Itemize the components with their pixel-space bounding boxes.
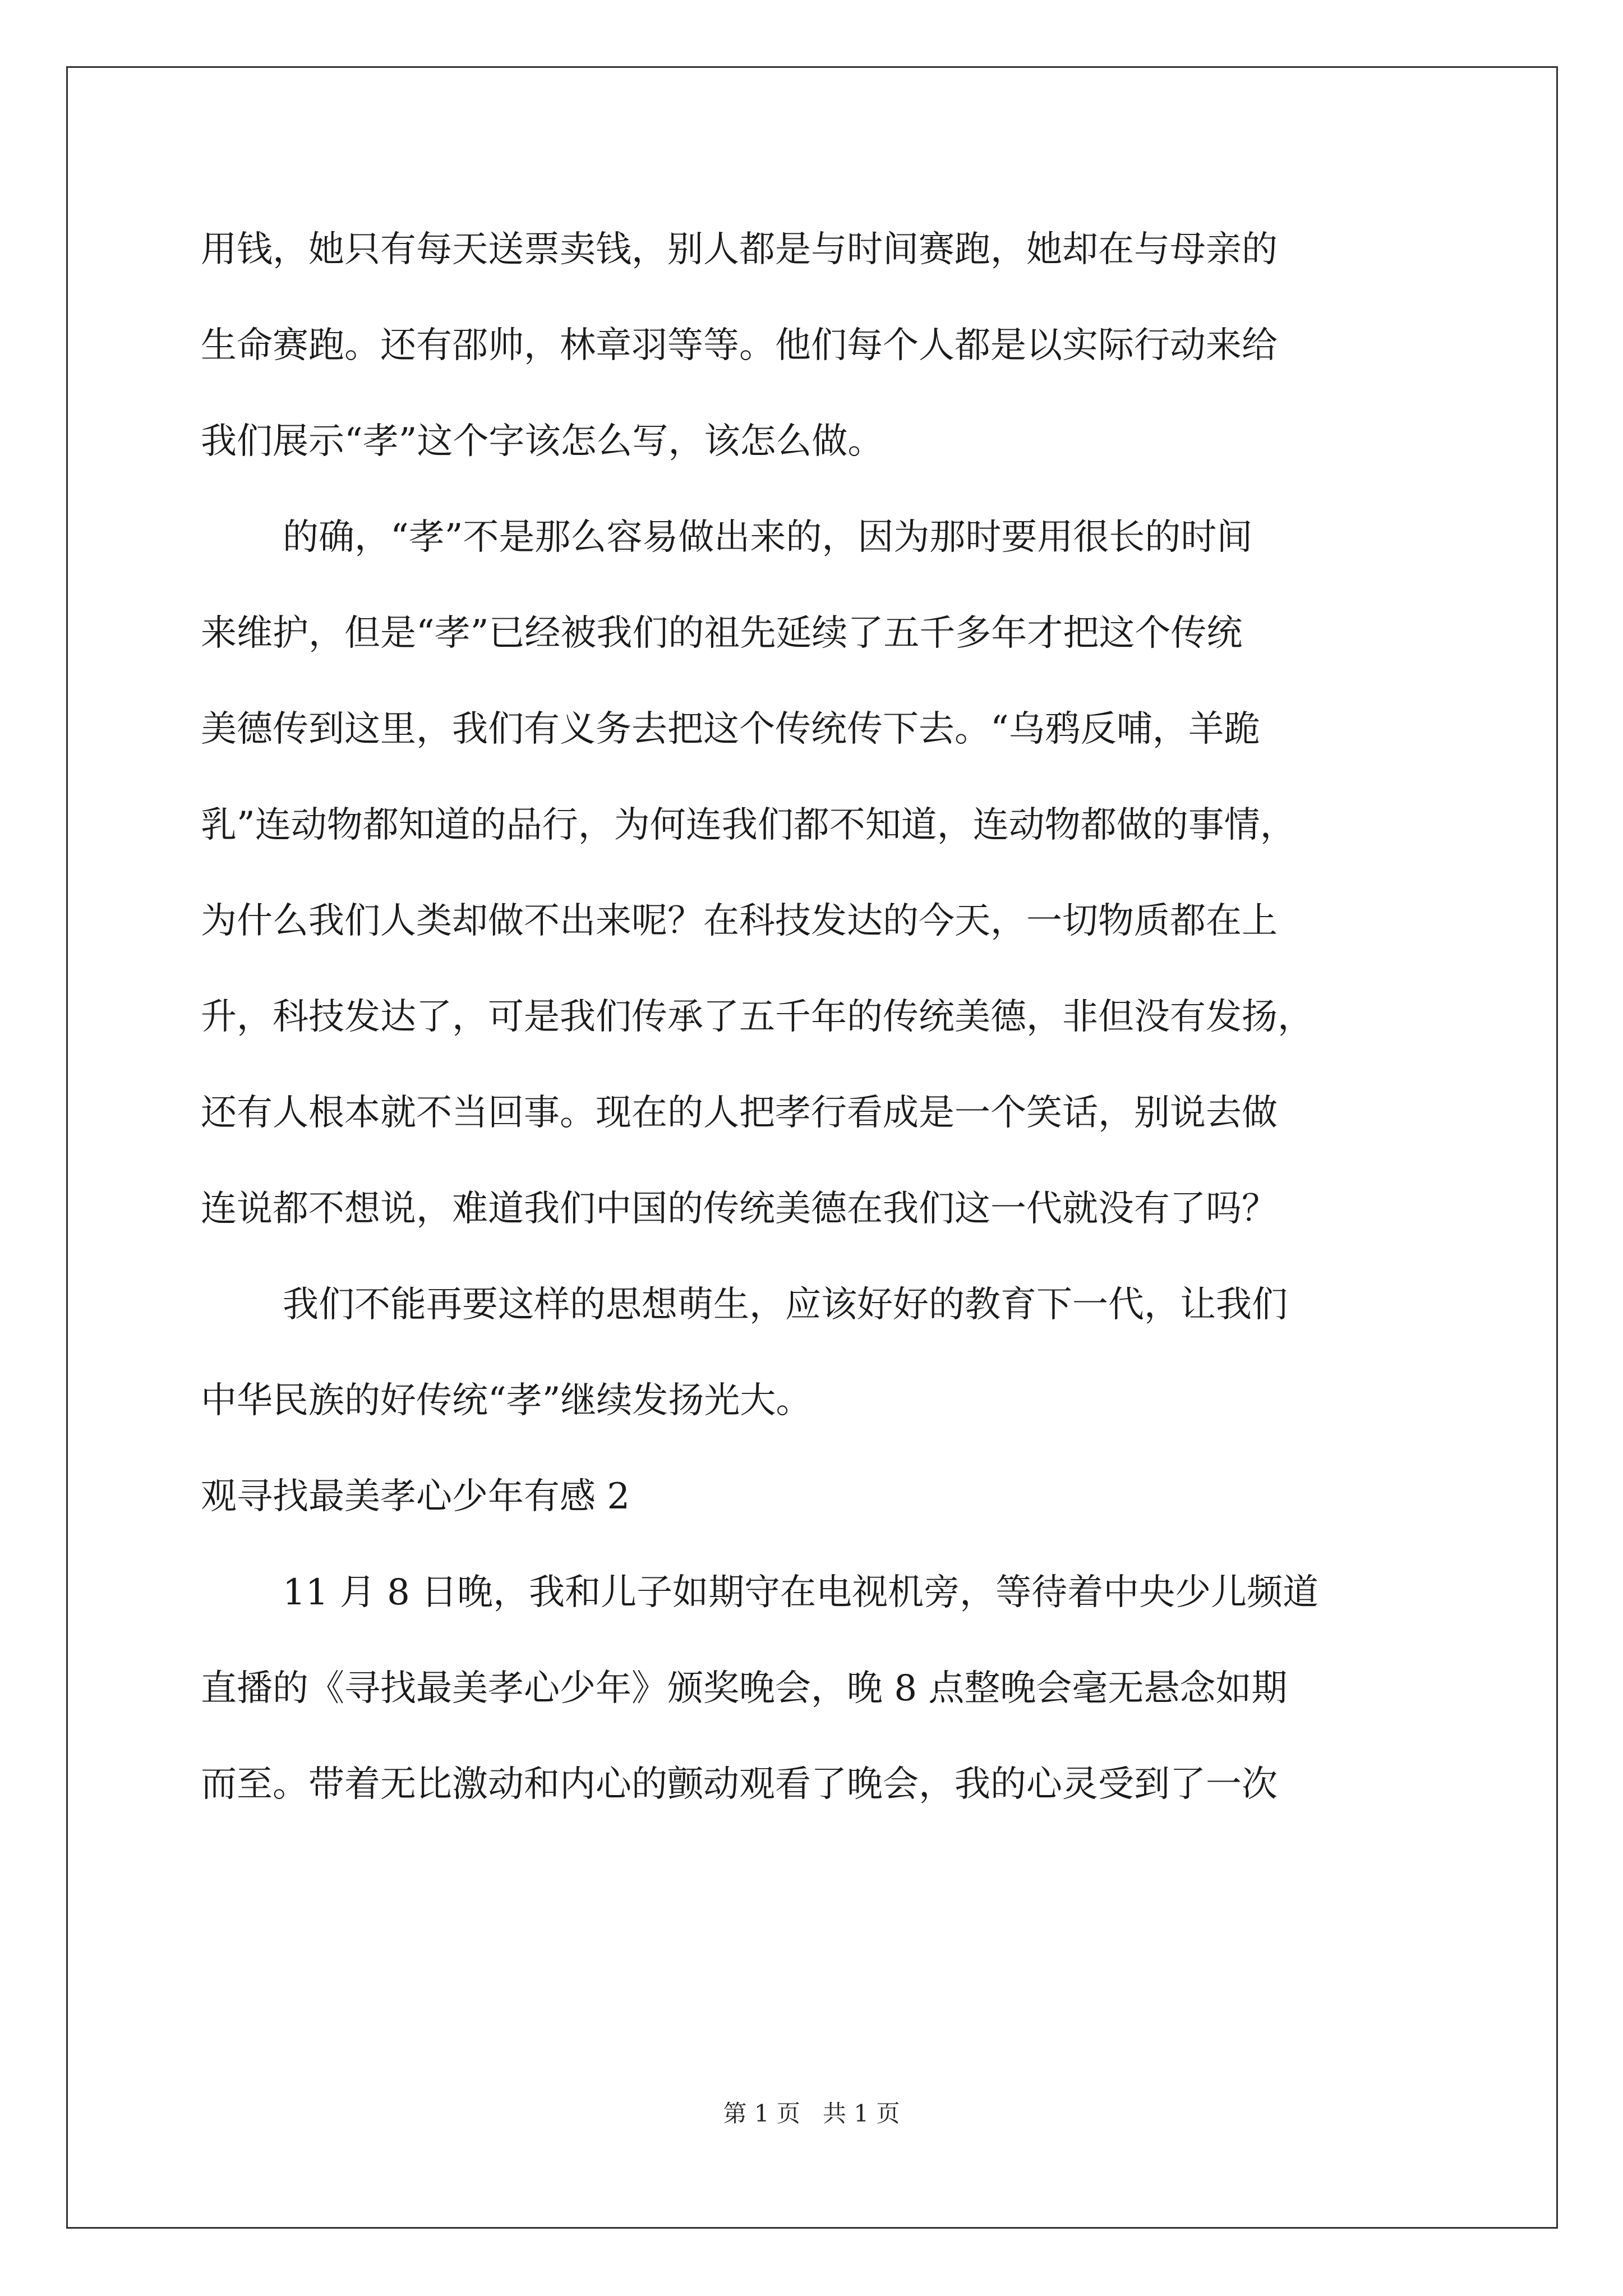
text-line: 连说都不想说，难道我们中国的传统美德在我们这一代就没有了吗？: [201, 1188, 1278, 1230]
text-line: 来维护，但是“孝”已经被我们的祖先延续了五千多年才把这个传统: [201, 613, 1243, 654]
text-line: 美德传到这里，我们有义务去把这个传统传下去。“乌鸦反哺，羊跪: [201, 708, 1260, 750]
text-line: 我们展示“孝”这个字该怎么写，该怎么做。: [201, 421, 884, 462]
page-footer: [0, 2097, 1623, 2131]
text-line: 升，科技发达了，可是我们传承了五千年的传统美德，非但没有发扬，: [201, 996, 1313, 1038]
paragraph-first-line: 11 月 8 日晚，我和儿子如期守在电视机旁，等待着中央少儿频道: [283, 1572, 1319, 1613]
page-total: 共 1 页: [823, 2100, 900, 2127]
text-line: 而至。带着无比激动和内心的颤动观看了晚会，我的心灵受到了一次: [201, 1764, 1278, 1805]
text-line: 直播的《寻找最美孝心少年》颁奖晚会，晚 8 点整晚会毫无悬念如期: [201, 1668, 1288, 1709]
text-line: 为什么我们人类却做不出来呢？在科技发达的今天，一切物质都在上: [201, 900, 1278, 942]
page-number: 第 1 页: [723, 2100, 800, 2127]
text-line: 中华民族的好传统“孝”继续发扬光大。: [201, 1380, 812, 1421]
text-line: 还有人根本就不当回事。现在的人把孝行看成是一个笑话，别说去做: [201, 1092, 1278, 1134]
document-body: [201, 202, 1435, 1833]
text-line: 用钱，她只有每天送票卖钱，别人都是与时间赛跑，她却在与母亲的: [201, 229, 1278, 270]
section-heading: 观寻找最美孝心少年有感 2: [201, 1476, 630, 1517]
paragraph-first-line: 我们不能再要这样的思想萌生，应该好好的教育下一代，让我们: [283, 1284, 1288, 1326]
text-line: 乳”连动物都知道的品行，为何连我们都不知道，连动物都做的事情，: [201, 804, 1296, 846]
text-line: 生命赛跑。还有邵帅，林章羽等等。他们每个人都是以实际行动来给: [201, 325, 1278, 366]
paragraph-first-line: 的确，“孝”不是那么容易做出来的，因为那时要用很长的时间: [283, 517, 1253, 558]
